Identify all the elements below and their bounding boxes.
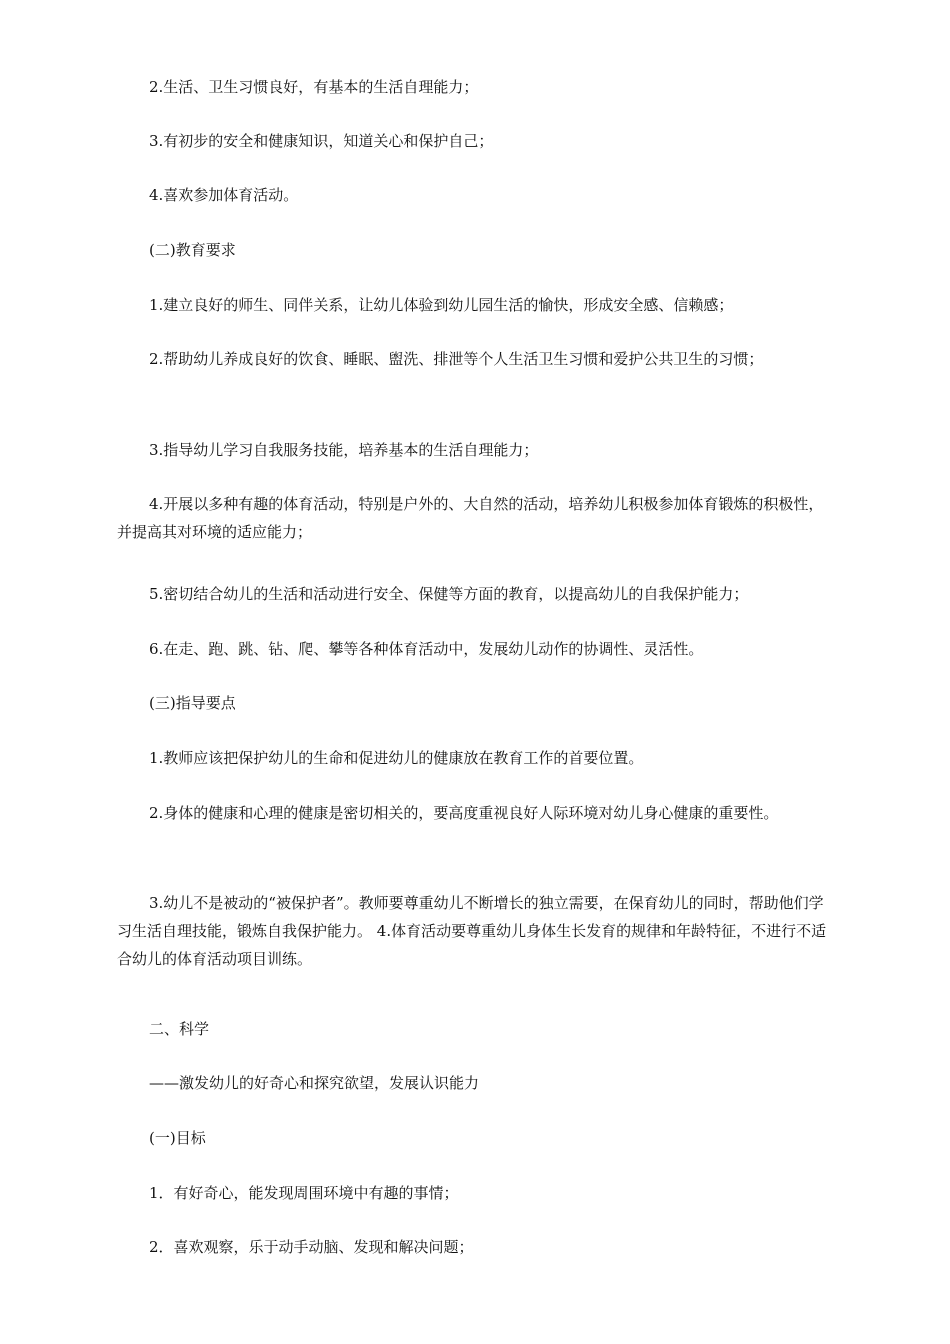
science-subtitle: ——激发幼儿的好奇心和探究欲望，发展认识能力 <box>149 1074 480 1092</box>
requirement-item-2: 2.帮助幼儿养成良好的饮食、睡眠、盥洗、排泄等个人生活卫生习惯和爱护公共卫生的习惯； <box>149 350 764 368</box>
guidance-item-2: 2.身体的健康和心理的健康是密切相关的，要高度重视良好人际环境对幼儿身心健康的重要性。 <box>149 804 779 822</box>
guidance-item-3-4: 3.幼儿不是被动的“被保护者”。教师要尊重幼儿不断增长的独立需要，在保育幼儿的同时，帮助他们学习生活自理技能，锻炼自我保护能力。 4.体育活动要尊重幼儿身体生长发育的规律和年龄特征，不进行不适合幼儿的体育活动项目训练。 <box>117 894 827 968</box>
goal-item-3: 3.有初步的安全和健康知识，知道关心和保护自己； <box>149 132 494 150</box>
requirement-item-3: 3.指导幼儿学习自我服务技能，培养基本的生活自理能力； <box>149 441 539 459</box>
section-heading-education-requirements: (二)教育要求 <box>149 241 236 259</box>
requirement-item-6: 6.在走、跑、跳、钻、爬、攀等各种体育活动中，发展幼儿动作的协调性、灵活性。 <box>149 640 704 658</box>
science-goal-item-2: 2．喜欢观察，乐于动手动脑、发现和解决问题； <box>149 1238 474 1256</box>
requirement-item-1: 1.建立良好的师生、同伴关系，让幼儿体验到幼儿园生活的愉快，形成安全感、信赖感； <box>149 296 734 314</box>
guidance-item-1: 1.教师应该把保护幼儿的生命和促进幼儿的健康放在教育工作的首要位置。 <box>149 749 644 767</box>
section-heading-guidance-points: (三)指导要点 <box>149 694 236 712</box>
requirement-item-4: 4.开展以多种有趣的体育活动，特别是户外的、大自然的活动，培养幼儿积极参加体育锻炼的积极性，并提高其对环境的适应能力； <box>117 495 824 541</box>
goal-item-4: 4.喜欢参加体育活动。 <box>149 186 299 204</box>
chapter-heading-science: 二、科学 <box>149 1020 210 1038</box>
goal-item-2: 2.生活、卫生习惯良好，有基本的生活自理能力； <box>149 78 479 96</box>
requirement-item-5: 5.密切结合幼儿的生活和活动进行安全、保健等方面的教育，以提高幼儿的自我保护能力； <box>149 585 749 603</box>
science-goal-item-1: 1．有好奇心，能发现周围环境中有趣的事情； <box>149 1184 459 1202</box>
section-heading-goals: (一)目标 <box>149 1129 206 1147</box>
